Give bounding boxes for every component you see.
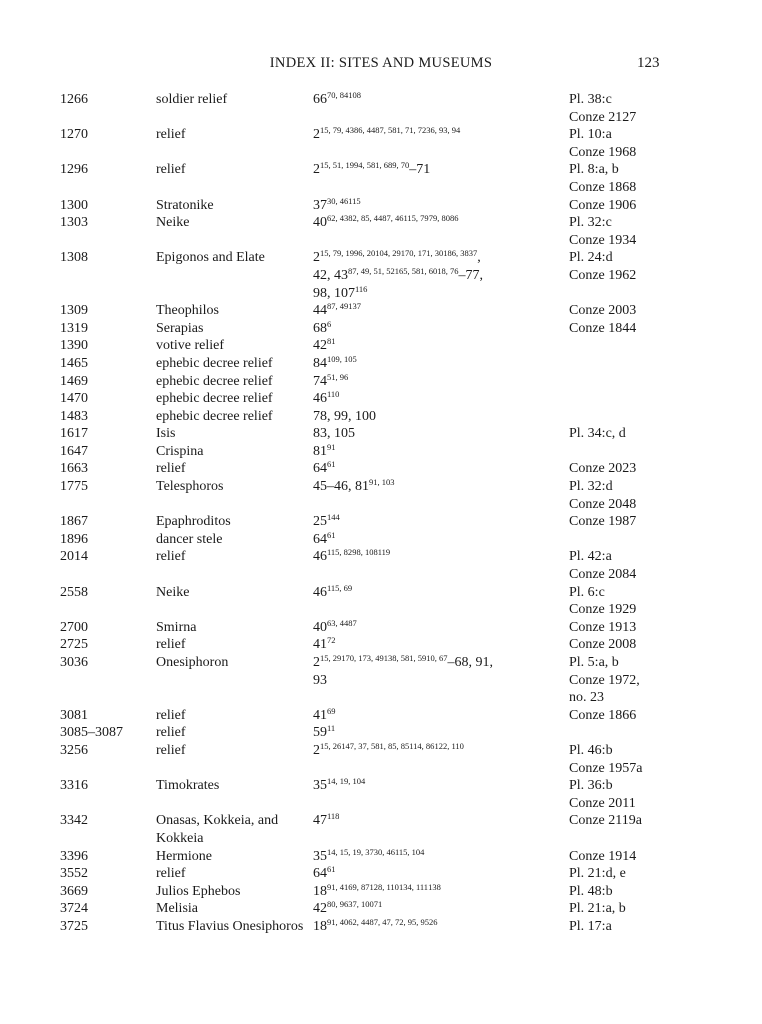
inventory-number: 1319 [60, 320, 88, 336]
page-references: 74$^{51, 96}$ [313, 371, 349, 389]
inventory-number: 3085–3087 [60, 725, 123, 741]
subject-name: Epigonos and Elate [156, 250, 265, 266]
index-row [0, 126, 762, 161]
plate-references: Conze 1957a [569, 760, 643, 776]
index-row [0, 636, 762, 654]
subject-name: relief [156, 725, 186, 741]
inventory-number: 1270 [60, 127, 88, 143]
subject-name: relief [156, 461, 186, 477]
subject-name: Onesiphoron [156, 655, 229, 671]
subject-name: Serapias [156, 320, 204, 336]
index-row [0, 900, 762, 918]
plate-references: Pl. 21:a, b [569, 901, 626, 917]
index-row [0, 848, 762, 866]
page-references: 42, $43^{87, 49, 51, 52165, 581, 6018, 76}-77$, [313, 265, 483, 283]
inventory-number: 1647 [60, 443, 88, 459]
inventory-number: 1308 [60, 250, 88, 266]
index-row [0, 161, 762, 196]
page-references: $47^{118}$ [313, 811, 340, 829]
plate-references: no. 23 [569, 690, 604, 706]
page-references: $44^{87, 49137}$ [313, 301, 361, 319]
page-references: $41^{69}$ [313, 705, 336, 723]
inventory-number: 3552 [60, 866, 88, 882]
index-row [0, 408, 762, 426]
page-references: $64^{61}$ [313, 459, 336, 477]
index-row [0, 460, 762, 478]
page-references: 83, 105 [313, 426, 355, 442]
page-references: 35$^{14, 19, 104}$ [313, 776, 366, 794]
plate-references: Conze 2127 [569, 109, 637, 125]
page-header [0, 55, 762, 77]
plate-references: Conze 1844 [569, 320, 637, 336]
plate-references: Pl. 21:d, e [569, 866, 626, 882]
inventory-number: 3669 [60, 883, 88, 899]
index-row [0, 724, 762, 742]
index-row [0, 548, 762, 583]
subject-name: soldier relief [156, 92, 228, 107]
page-number: 123 [637, 55, 660, 71]
plate-references: Conze 1914 [569, 848, 637, 864]
index-row [0, 355, 762, 373]
index-row [0, 302, 762, 320]
plate-references: Conze 1906 [569, 197, 637, 213]
inventory-number: 3725 [60, 918, 88, 934]
subject-name: Theophilos [156, 303, 219, 319]
subject-name: Hermione [156, 848, 212, 864]
index-row [0, 777, 762, 812]
subject-name: votive relief [156, 338, 225, 354]
inventory-number: 1896 [60, 531, 88, 547]
page-references: 98, $107^{116}$ [313, 283, 368, 301]
plate-references: Conze 2048 [569, 496, 637, 512]
index-row [0, 918, 762, 936]
running-title: INDEX II: SITES AND MUSEUMS [269, 55, 493, 71]
subject-name: Kokkeia [156, 830, 204, 846]
subject-name: Melisia [156, 901, 198, 917]
index-row [0, 443, 762, 461]
page-references: 78, 99, 100 [313, 408, 376, 424]
plate-references: Pl. 42:a [569, 549, 612, 565]
index-row [0, 654, 762, 707]
plate-references: Pl. 48:b [569, 883, 613, 899]
plate-references: Conze 2119a [569, 813, 642, 829]
subject-name: relief [156, 549, 186, 565]
subject-name: relief [156, 743, 186, 758]
page-references: $59^{11}$ [313, 723, 336, 741]
plate-references: Pl. 36:b [569, 778, 613, 794]
subject-name: Isis [156, 426, 176, 442]
plate-references: Pl. 10:a [569, 127, 612, 143]
subject-name: Smirna [156, 619, 197, 635]
index-row [0, 320, 762, 338]
page-references: $2^{15, 79, 1996, 20104, 29170, 171, 30186, 3837}$, [313, 248, 481, 266]
subject-name: ephebic decree relief [156, 408, 273, 424]
index-row [0, 390, 762, 408]
page-references: $2^{15, 29170, 173, 49138, 581, 5910, 67}-68$, 91, [313, 653, 493, 671]
page-references: $40^{63, 4487}$ [313, 617, 357, 635]
page-references: $46^{110}$ [313, 389, 340, 407]
index-row [0, 197, 762, 215]
plate-references: Pl. 46:b [569, 743, 613, 758]
inventory-number: 3342 [60, 813, 88, 829]
plate-references: Conze 1962 [569, 267, 637, 283]
page-references: $68^6$ [313, 318, 332, 336]
page-references: $2^{15, 79, 4386, 4487, 581, 71, 7236, 93, 94}$ [313, 125, 461, 143]
plate-references: Conze 2008 [569, 637, 637, 653]
inventory-number: 1483 [60, 408, 88, 424]
plate-references: Conze 1866 [569, 707, 637, 723]
subject-name: Stratonike [156, 197, 214, 213]
inventory-number: 1300 [60, 197, 88, 213]
plate-references: Conze 1868 [569, 179, 637, 195]
subject-name: ephebic decree relief [156, 373, 273, 389]
index-row [0, 531, 762, 549]
subject-name: ephebic decree relief [156, 355, 273, 371]
index-row [0, 91, 762, 126]
inventory-number: 3036 [60, 655, 88, 671]
index-row [0, 883, 762, 901]
subject-name: relief [156, 866, 186, 882]
plate-references: Pl. 6:c [569, 584, 605, 600]
index-row [0, 513, 762, 531]
inventory-number: 1867 [60, 514, 88, 530]
plate-references: Pl. 24:d [569, 250, 613, 266]
inventory-number: 1266 [60, 92, 88, 107]
page-references: $2^{15, 51, 1994, 581, 689, 70}-71$ [313, 160, 431, 178]
index-row [0, 373, 762, 391]
plate-references: Conze 1987 [569, 514, 637, 530]
index-row [0, 812, 762, 847]
subject-name: Crispina [156, 443, 204, 459]
inventory-number: 3256 [60, 743, 88, 758]
plate-references: Conze 1968 [569, 144, 637, 160]
page-references: $18^{91, 4169, 87128, 110134, 111138}$ [313, 881, 441, 899]
plate-references: Conze 2023 [569, 461, 637, 477]
index-row [0, 478, 762, 513]
page-references: $25^{144}$ [313, 512, 340, 530]
page-references: 45–46, 81$^{91, 103}$ [313, 477, 395, 495]
page-references: $81^{91}$ [313, 441, 336, 459]
inventory-number: 1469 [60, 373, 88, 389]
plate-references: Pl. 8:a, b [569, 162, 619, 178]
index-row [0, 337, 762, 355]
inventory-number: 3396 [60, 848, 88, 864]
index-row [0, 249, 762, 302]
subject-name: relief [156, 707, 186, 723]
plate-references: Pl. 17:a [569, 918, 612, 934]
inventory-number: 1470 [60, 391, 88, 407]
index-row [0, 619, 762, 637]
subject-name: Epaphroditos [156, 514, 231, 530]
page-references: $42^{81}$ [313, 336, 336, 354]
page-references: $35^{14, 15, 19, 3730, 46115, 104}$ [313, 846, 425, 864]
subject-name: Julios Ephebos [156, 883, 241, 899]
page-references: 93 [313, 672, 327, 688]
subject-name: Onasas, Kokkeia, and [156, 813, 279, 829]
plate-references: Pl. 32:c [569, 215, 612, 231]
inventory-number: 2725 [60, 637, 88, 653]
inventory-number: 1465 [60, 355, 88, 371]
page-references: $46^{115, 8298, 108119}$ [313, 547, 391, 565]
plate-references: Conze 1972, [569, 672, 640, 688]
page-references: $64^{61}$ [313, 529, 336, 547]
page-references: $40^{62, 4382, 85, 4487, 46115, 7979, 8086}$ [313, 213, 459, 231]
inventory-number: 2700 [60, 619, 88, 635]
inventory-number: 1390 [60, 338, 88, 354]
subject-name: Titus Flavius Onesiphoros [156, 918, 304, 934]
plate-references: Pl. 38:c [569, 92, 612, 107]
plate-references: Conze 2084 [569, 567, 637, 583]
plate-references: Pl. 5:a, b [569, 655, 619, 671]
inventory-number: 1775 [60, 479, 88, 495]
page-references: $41^{72}$ [313, 635, 336, 653]
page-references: $42^{80, 9637, 10071}$ [313, 899, 383, 917]
subject-name: relief [156, 637, 186, 653]
page-references: 84$^{109, 105}$ [313, 353, 357, 371]
plate-references: Conze 2011 [569, 795, 636, 811]
inventory-number: 1296 [60, 162, 88, 178]
index-row [0, 707, 762, 725]
inventory-number: 1663 [60, 461, 88, 477]
subject-name: Neike [156, 584, 190, 600]
index-row [0, 214, 762, 249]
page-references: $37^{30, 46115}$ [313, 195, 361, 213]
index-row [0, 584, 762, 619]
plate-references: Conze 1913 [569, 619, 637, 635]
index-row [0, 865, 762, 883]
subject-name: Neike [156, 215, 190, 231]
inventory-number: 3316 [60, 778, 88, 794]
subject-name: dancer stele [156, 531, 223, 547]
page-references: 46$^{115, 69}$ [313, 582, 353, 600]
inventory-number: 3081 [60, 707, 88, 723]
page-references: $66^{70, 84108}$ [313, 90, 361, 107]
page-references: $2^{15, 26147, 37, 581, 85, 85114, 86122, 110}$ [313, 741, 464, 758]
plate-references: Conze 2003 [569, 303, 637, 319]
inventory-number: 1309 [60, 303, 88, 319]
subject-name: relief [156, 127, 186, 143]
subject-name: relief [156, 162, 186, 178]
plate-references: Conze 1929 [569, 602, 637, 618]
index-row [0, 742, 762, 777]
plate-references: Conze 1934 [569, 232, 637, 248]
plate-references: Pl. 34:c, d [569, 426, 626, 442]
page-references: $18^{91, 4062, 4487, 47, 72, 95, 9526}$ [313, 916, 438, 934]
inventory-number: 1617 [60, 426, 88, 442]
inventory-number: 1303 [60, 215, 88, 231]
inventory-number: 3724 [60, 901, 88, 917]
page-references: $64^{61}$ [313, 864, 336, 882]
subject-name: Telesphoros [156, 479, 224, 495]
inventory-number: 2558 [60, 584, 88, 600]
subject-name: Timokrates [156, 778, 220, 794]
plate-references: Pl. 32:d [569, 479, 613, 495]
index-table [0, 91, 762, 936]
inventory-number: 2014 [60, 549, 88, 565]
index-row [0, 425, 762, 443]
subject-name: ephebic decree relief [156, 391, 273, 407]
